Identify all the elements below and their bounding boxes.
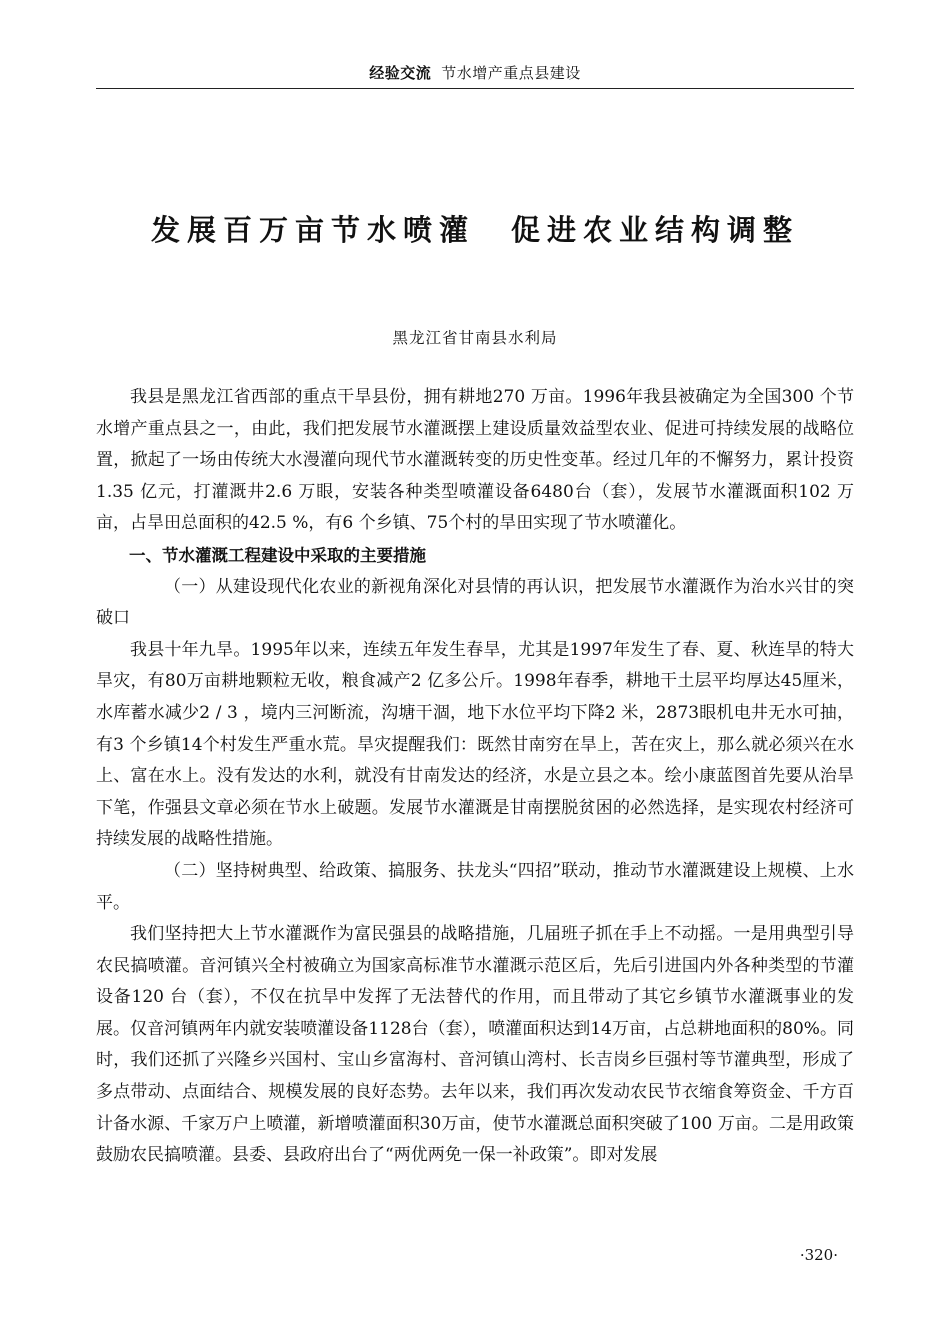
paragraph-measures: 我们坚持把大上节水灌溉作为富民强县的战略措施，几届班子抓在手上不动摇。一是用典型引导农民搞喷灌。音河镇兴全村被确立为国家高标准节水灌溉示范区后，先后引进国内外各种类型的节灌设备120 台（套），不仅在抗旱中发挥了无法替代的作用，而且带动了其它乡镇节水灌溉事业的发展。仅音河镇两年内就安装喷灌设备1128台（套），喷灌面积达到14万亩，占总耕地面积的80%。同时，我们还抓了兴隆乡兴国村、宝山乡富海村、音河镇山湾村、长吉岗乡巨强村等节灌典型，形成了多点带动、点面结合、规模发展的良好态势。去年以来，我们再次发动农民节衣缩食筹资金、千方百计备水源、千家万户上喷灌，新增喷灌面积30万亩，使节水灌溉总面积突破了100 万亩。二是用政策鼓励农民搞喷灌。县委、县政府出台了“两优两免一保一补政策”。即对发展 — [96, 924, 854, 1166]
paragraph-intro: 我县是黑龙江省西部的重点干旱县份，拥有耕地270 万亩。1996年我县被确定为全国300 个节水增产重点县之一，由此，我们把发展节水灌溉摆上建设质量效益型农业、促进可持续发展的战略位置，掀起了一场由传统大水漫灌向现代节水灌溉转变的历史性变革。经过几年的不懈努力，累计投资1.35 亿元，打灌溉井2.6 万眼，安装各种类型喷灌设备6480台（套），发展节水灌溉面积102 万亩，占旱田总面积的42.5 %，有6 个乡镇、75个村的旱田实现了节水喷灌化。 — [96, 387, 854, 534]
header-topic: 节水增产重点县建设 — [441, 64, 581, 82]
title-part-2: 促进农业结构调整 — [511, 213, 800, 247]
title-part-1: 发展百万亩节水喷灌 — [150, 213, 475, 247]
article-title — [96, 208, 854, 249]
paragraph-drought: 我县十年九旱。1995年以来，连续五年发生春旱，尤其是1997年发生了春、夏、秋连旱的特大旱灾，有80万亩耕地颗粒无收，粮食减产2 亿多公斤。1998年春季，耕地干土层平均厚达45厘米，水库蓄水减少2 / 3 ，境内三河断流，沟塘干涸，地下水位平均下降2 米，2873眼机电井无水可抽，有3 个乡镇14个村发生严重水荒。旱灾提醒我们：既然甘南穷在旱上，苦在灾上，那么就必须兴在水上、富在水上。没有发达的水利，就没有甘南发达的经济，水是立县之本。绘小康蓝图首先要从治旱下笔，作强县文章必须在节水上破题。发展节水灌溉是甘南摆脱贫困的必然选择，是实现农村经济可持续发展的战略性措施。 — [96, 639, 854, 850]
subheading-1: （一）从建设现代化农业的新视角深化对县情的再认识，把发展节水灌溉作为治水兴甘的突破口 — [96, 576, 854, 629]
article-body — [96, 382, 854, 1172]
header-rule — [96, 88, 854, 89]
article-author: 黑龙江省甘南县水利局 — [392, 329, 558, 347]
page-number: ·320· — [799, 1246, 838, 1264]
header-section: 经验交流 — [369, 64, 432, 82]
subheading-2: （二）坚持树典型、给政策、搞服务、扶龙头“四招”联动，推动节水灌溉建设上规模、上水平。 — [96, 860, 854, 913]
running-header — [96, 62, 854, 83]
section-heading: 一、节水灌溉工程建设中采取的主要措施 — [129, 545, 426, 565]
